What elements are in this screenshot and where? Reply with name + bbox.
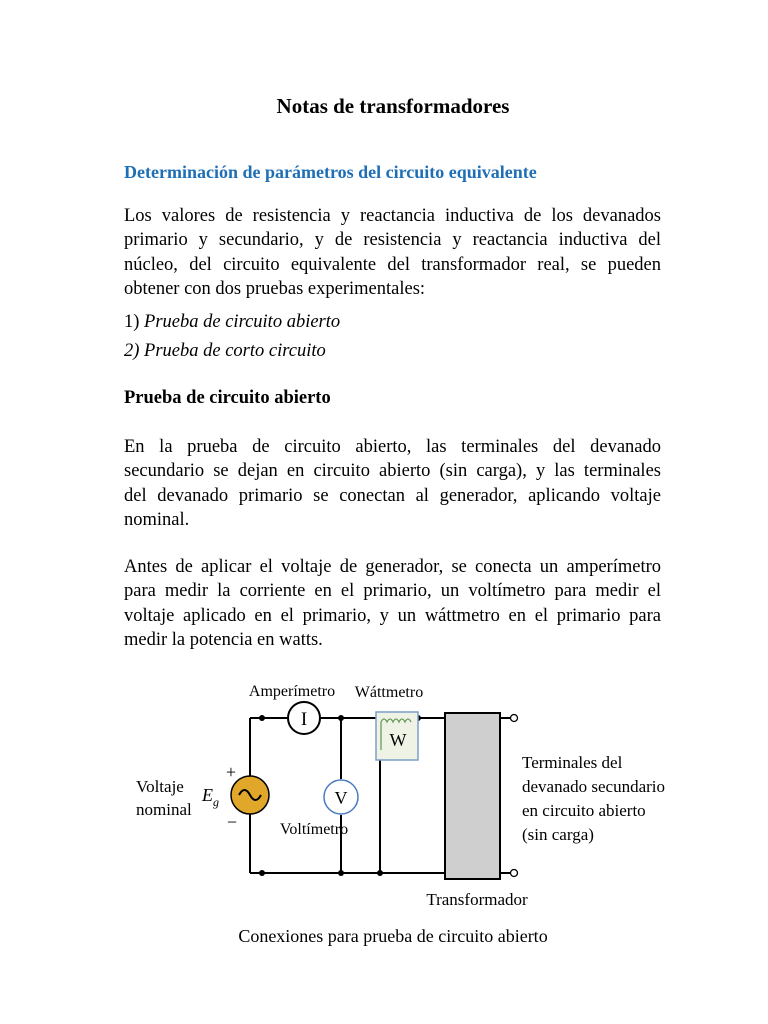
paragraph-line: del devanado primario se conectan al generador, aplicando voltaje (124, 485, 661, 506)
list-item-1 (124, 312, 340, 333)
intro-line: primario y secundario, y de resistencia y reactancia inductiva del (124, 230, 661, 251)
paragraph-line: En la prueba de circuito abierto, las terminales del devanado (124, 437, 661, 457)
intro-paragraph (124, 204, 661, 301)
figure-caption: Conexiones para prueba de circuito abierto (238, 926, 548, 946)
ammeter-label: Amperímetro (248, 683, 336, 700)
voltmeter-label: Voltímetro (279, 821, 349, 838)
source-symbol: E (202, 785, 213, 805)
transformer-label: Transformador (426, 890, 528, 909)
source-label-line2: nominal (136, 800, 192, 819)
paragraph-1 (124, 435, 661, 532)
intro-line: núcleo, del circuito equivalente del transformador real, se pueden (124, 254, 661, 275)
paragraph-line: medir la potencia en watts. (124, 629, 323, 650)
intro-line: obtener con dos pruebas experimentales: (124, 278, 426, 299)
secondary-terminal-top (511, 715, 518, 722)
list-number: 2) (124, 341, 140, 361)
paragraph-line: para medir la corriente en el primario, un voltímetro para medir el (124, 581, 661, 602)
paragraph-2 (124, 555, 661, 652)
list-text: Prueba de circuito abierto (144, 312, 341, 332)
plus-sign: + (225, 762, 237, 782)
ammeter-symbol: I (300, 709, 308, 730)
wattmeter-label: Wáttmetro (354, 684, 424, 701)
subheading: Prueba de circuito abierto (124, 388, 331, 408)
secondary-label-line: devanado secundario (522, 777, 666, 796)
list-text: Prueba de corto circuito (144, 341, 326, 361)
paragraph-line: secundario se dejan en circuito abierto (sin carga), y las terminales (124, 461, 661, 482)
wattmeter-symbol: W (389, 730, 407, 750)
voltmeter-symbol: V (334, 788, 348, 808)
paragraph-line: Antes de aplicar el voltaje de generador, se conecta un amperímetro (124, 557, 661, 577)
document-title: Notas de transformadores (276, 94, 510, 118)
circuit-diagram (0, 660, 768, 920)
transformer-box (445, 713, 500, 879)
secondary-label-line: en circuito abierto (522, 801, 646, 820)
secondary-label-line: (sin carga) (522, 825, 594, 844)
source-subscript: g (213, 795, 219, 809)
section-heading: Determinación de parámetros del circuito equivalente (124, 162, 537, 182)
intro-line: Los valores de resistencia y reactancia inductiva de los devanados (124, 206, 661, 226)
paragraph-line: voltaje aplicado en el primario, y un wáttmetro en el primario para (124, 605, 661, 626)
secondary-terminal-bottom (511, 870, 518, 877)
list-item-2 (124, 341, 326, 362)
list-number: 1) (124, 312, 140, 332)
minus-sign: − (226, 812, 238, 832)
paragraph-line: nominal. (124, 509, 190, 530)
secondary-label-line: Terminales del (522, 753, 623, 772)
source-label-line1: Voltaje (136, 777, 184, 796)
